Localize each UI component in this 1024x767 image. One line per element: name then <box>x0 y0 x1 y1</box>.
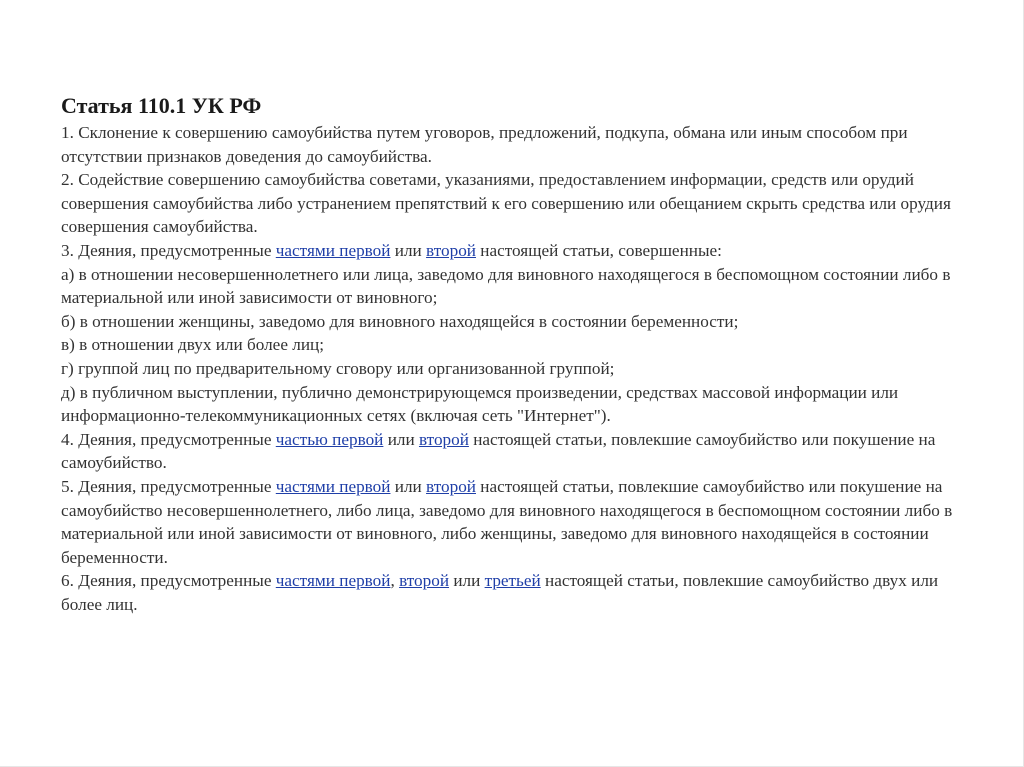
link-part-one[interactable]: частью первой <box>275 429 384 449</box>
paragraph-6 <box>61 569 981 616</box>
paragraph-6-post: настоящей статьи, повлекшие самоубийство двух или более лиц. <box>61 571 939 614</box>
link-part-two[interactable]: второй <box>426 476 476 496</box>
paragraph-4-mid: или <box>383 429 419 449</box>
link-part-one[interactable]: частями первой <box>275 476 391 496</box>
item-a: а) в отношении несовершеннолетнего или лица, заведомо для виновного находящегося в беспомощном состоянии либо в материальной или иной зависимости от виновного; <box>61 264 951 308</box>
link-part-one[interactable]: частями первой <box>275 240 391 260</box>
article-title: Статья 110.1 УК РФ <box>61 93 262 118</box>
paragraph-2: 2. Содействие совершению самоубийства советами, указаниями, предоставлением информации, средств или орудий совершения самоубийства либо устранением препятствий к его совершению или обещанием скрыть средства или орудия совершения самоубийства. <box>61 170 951 237</box>
paragraph-5-pre: 5. Деяния, предусмотренные <box>61 476 276 496</box>
paragraph-3 <box>61 239 981 263</box>
item-v: в) в отношении двух или более лиц; <box>61 335 324 355</box>
paragraph-5-mid: или <box>390 476 427 496</box>
paragraph-6-pre: 6. Деяния, предусмотренные <box>61 571 276 591</box>
paragraph-6-sep2: или <box>449 571 485 591</box>
link-part-one[interactable]: частями первой <box>275 571 391 591</box>
paragraph-6-sep1: , <box>390 571 400 591</box>
paragraph-3-mid: или <box>390 240 427 260</box>
paragraph-3-pre: 3. Деяния, предусмотренные <box>61 240 276 260</box>
link-part-two[interactable]: второй <box>426 240 476 260</box>
paragraph-4-pre: 4. Деяния, предусмотренные <box>61 429 276 449</box>
paragraph-4-post: настоящей статьи, повлекшие самоубийство или покушение на самоубийство. <box>61 429 936 473</box>
paragraph-5 <box>61 475 981 569</box>
item-d: д) в публичном выступлении, публично демонстрирующемся произведении, средствах массовой информации или информационно-телекоммуникационных сетях (включая сеть "Интернет"). <box>61 382 899 426</box>
link-part-two[interactable]: второй <box>399 571 450 591</box>
paragraph-3-post: настоящей статьи, совершенные: <box>476 240 722 260</box>
item-b: б) в отношении женщины, заведомо для виновного находящейся в состоянии беременности; <box>61 311 739 331</box>
item-g: г) группой лиц по предварительному сговору или организованной группой; <box>61 358 615 378</box>
paragraph-5-post: настоящей статьи, повлекшие самоубийство или покушение на самоубийство несовершеннолетнего, либо лица, заведомо для виновного находящегося в беспомощном состоянии либо в материальной или иной зависимости от виновного, либо женщины, заведомо для виновного находящейся в состоянии беременности. <box>61 476 953 567</box>
paragraph-1: 1. Склонение к совершению самоубийства путем уговоров, предложений, подкупа, обмана или иным способом при отсутствии признаков доведения до самоубийства. <box>61 123 908 166</box>
article-text <box>61 91 981 616</box>
link-part-two[interactable]: второй <box>418 429 469 449</box>
paragraph-4 <box>61 428 981 475</box>
link-part-three[interactable]: третьей <box>484 571 541 591</box>
